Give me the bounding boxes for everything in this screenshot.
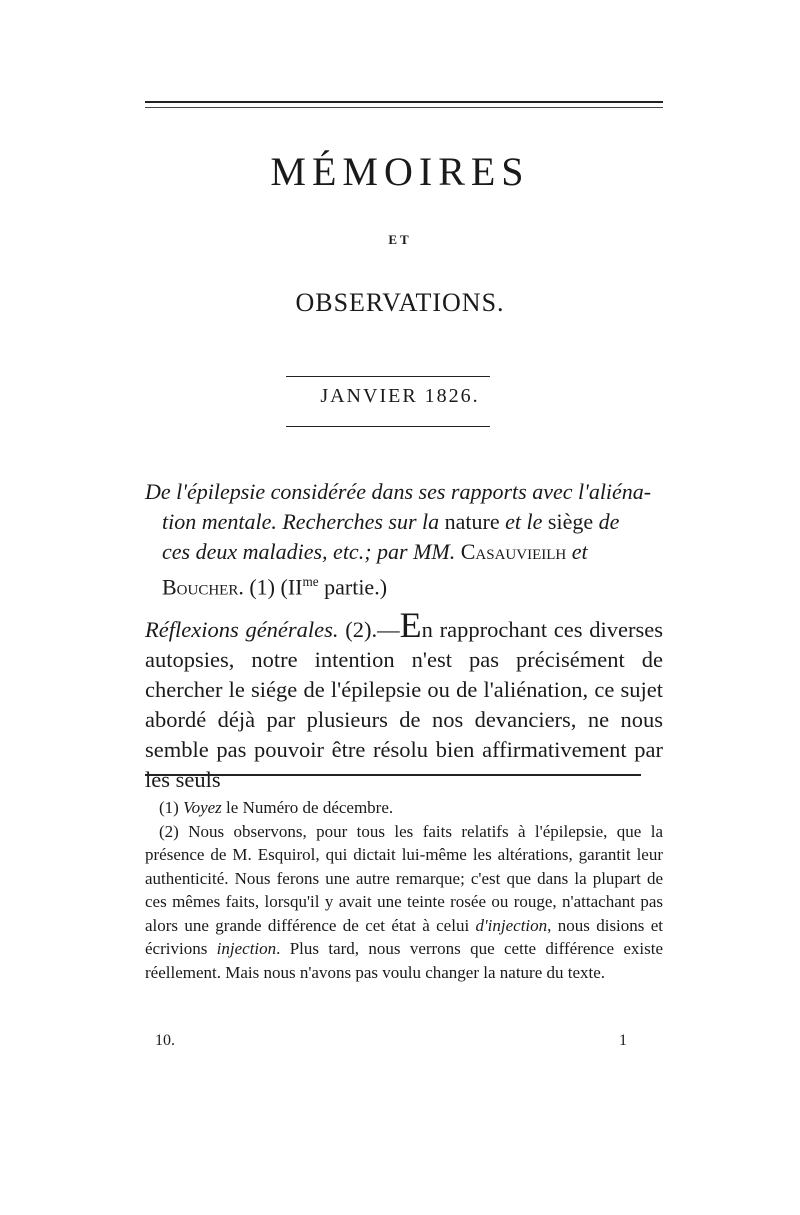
- footnote-2: [145, 820, 663, 985]
- article-title-line2-d: siège: [542, 509, 599, 534]
- footnotes: [145, 796, 663, 984]
- footnote-2-text-b: , nous disions et écrivions: [145, 915, 664, 958]
- article-title: [145, 477, 663, 602]
- footnote-1-italic: Voyez: [183, 798, 222, 817]
- footnote-2-italic-b: injection: [216, 939, 277, 958]
- drop-cap: E: [399, 605, 422, 645]
- body-lead: Réflexions générales.: [145, 617, 339, 642]
- footnote-rule: [145, 774, 641, 776]
- article-title-line1: De l'épilepsie considérée dans ses rapports avec l'aliéna-: [145, 479, 652, 504]
- date-rule-bottom: [286, 426, 490, 427]
- body-paragraph: [145, 605, 663, 795]
- footnote-1-num: (1): [159, 798, 184, 817]
- body-text: n rapprochant ces diverses autopsies, notre intention n'est pas précisément de chercher le siége de l'épilepsie ou de l'aliénation, ce sujet abordé déjà par plusieurs de nos devanciers, ne nous semble pas pouvoir être résolu bien affirmativement par les seuls: [145, 617, 663, 792]
- article-title-sup: me: [302, 574, 319, 589]
- article-title-line3-c: et: [571, 539, 588, 564]
- author-name-2: Boucher.: [162, 574, 244, 600]
- body-lead-note: (2).—: [338, 617, 400, 642]
- article-title-line2-e: de: [598, 509, 620, 534]
- footnote-1: [145, 796, 663, 820]
- article-title-line2-c: et le: [505, 509, 543, 534]
- section-subtitle: OBSERVATIONS.: [295, 288, 505, 317]
- article-title-line4-c: partie.): [318, 574, 388, 600]
- author-name-1: Casauvieilh: [455, 539, 572, 564]
- section-conjunction: ET: [388, 232, 412, 247]
- article-title-line2-b: nature: [439, 509, 506, 534]
- article-title-line3-a: ces deux maladies, etc.; par MM.: [162, 539, 456, 564]
- signature-mark: 10.: [155, 1032, 175, 1049]
- section-title: MÉMOIRES: [270, 149, 530, 194]
- footnote-1-text: le Numéro de décembre.: [221, 798, 394, 817]
- top-rule: [145, 101, 663, 103]
- article-title-line2-a: tion mentale. Recherches sur la: [162, 509, 440, 534]
- footnote-2-text-c: . Plus tard, nous verrons que cette différence existe réellement. Mais nous n'avons pas voulu changer la nature du texte.: [145, 939, 663, 982]
- footnote-2-italic-a: d'injection: [475, 915, 548, 935]
- footnote-2-text-a: (2) Nous observons, pour tous les faits relatifs à l'épilepsie, que la présence de M. Esquirol, qui dictait lui-même les altérations, garantit leur authenticité. Nous ferons une autre remarque; c'est que dans la plupart de ces mêmes faits, lorsqu'il y avait une teinte rosée ou rouge, n'attachant pas alors une grande différence de cet état à celui: [145, 821, 663, 935]
- top-rule-thin: [145, 107, 663, 108]
- sheet-number: 1: [619, 1032, 627, 1049]
- issue-date: JANVIER 1826.: [320, 385, 480, 407]
- date-rule-top: [286, 376, 490, 377]
- article-title-line4-b: (1) (II: [243, 574, 303, 600]
